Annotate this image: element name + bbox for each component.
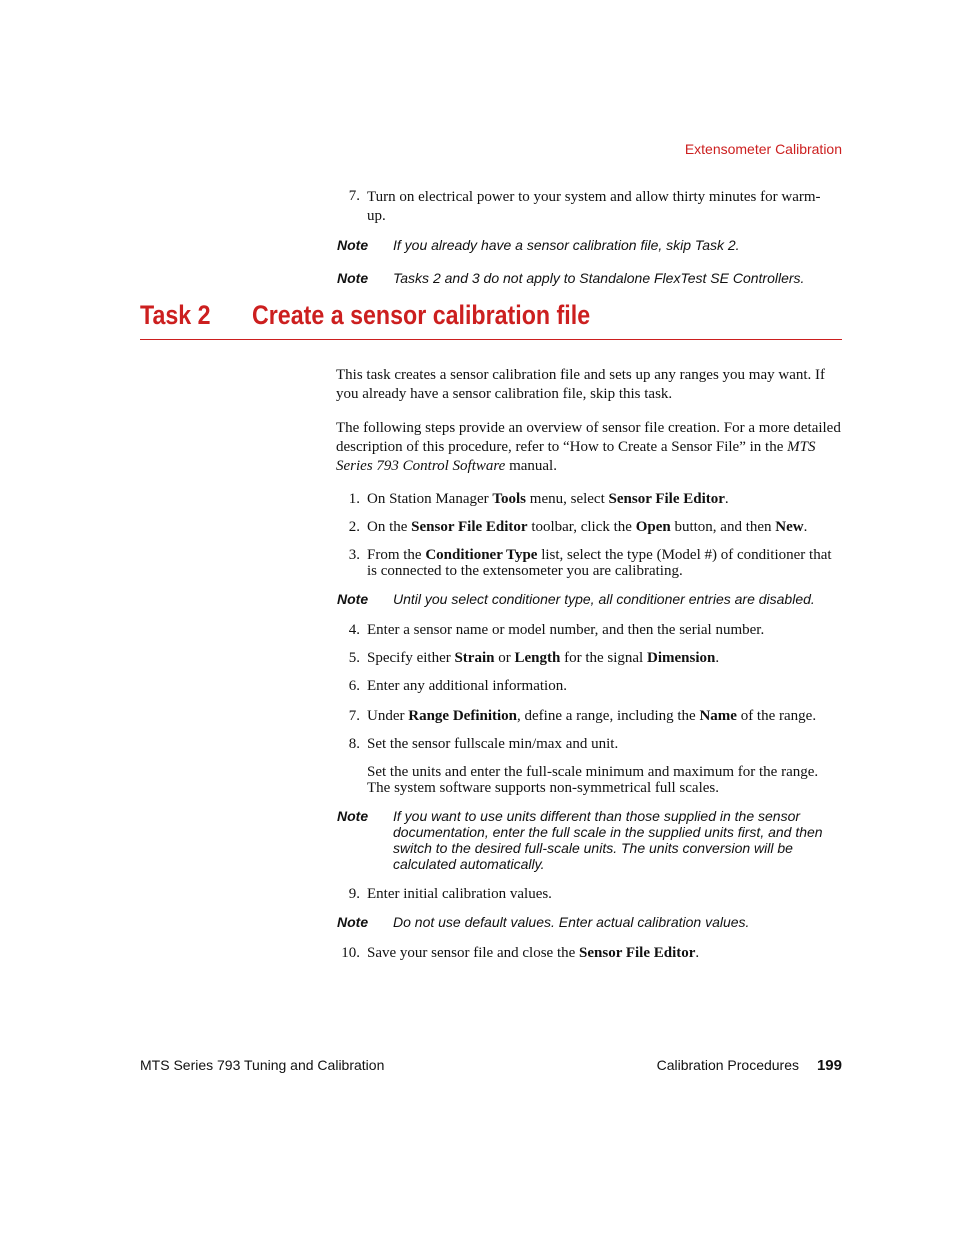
footer-manual-title: MTS Series 793 Tuning and Calibration [140,1057,385,1073]
step-number: 5. [348,650,360,666]
step-number: 4. [348,622,360,638]
running-header: Extensometer Calibration [684,141,842,157]
step-number: 7. [348,708,360,724]
step-text: Specify either Strain or Length for the signal Dimension. [367,650,720,666]
note-text: Tasks 2 and 3 do not apply to Standalone FlexTest SE Controllers. [393,270,805,286]
step-text: Save your sensor file and close the Sensor File Editor. [367,945,700,961]
step-text: Under Range Definition, define a range, including the Name of the range. [367,708,817,724]
note-label: Note [337,591,369,607]
note-label: Note [337,237,369,253]
step-number: 3. [348,547,360,563]
step-text: On the Sensor File Editor toolbar, click the Open button, and then New. [367,519,808,535]
step-number: 9. [348,886,360,902]
note-label: Note [337,270,369,286]
note-text: Until you select conditioner type, all conditioner entries are disabled. [393,591,815,607]
page-number: 199 [816,1057,842,1074]
step-number: 8. [348,736,360,752]
step-number: 1. [348,491,360,507]
note-text: If you want to use units different than those supplied in the sensor documentation, enter the full scale in the supplied units first, and then switch to the desired full-scale units. The units conversion will be calculated automatically. [393,808,823,872]
step-text: Set the sensor fullscale min/max and unit. [367,736,619,752]
intro-paragraph: This task creates a sensor calibration file and sets up any ranges you may want. If you already have a sensor calibration file, skip this task. [336,367,826,402]
step-text: From the Conditioner Type list, select the type (Model #) of conditioner that is connected to the extensometer you are calibrating. [367,547,832,579]
step-text: Enter initial calibration values. [367,886,552,902]
step-number: 7. [348,188,360,204]
task-label: Task 2 [140,300,211,330]
step-number: 10. [341,945,360,961]
heading-rule [140,339,842,340]
task-title: Create a sensor calibration file [252,300,591,330]
note-text: Do not use default values. Enter actual calibration values. [393,914,750,930]
step-number: 6. [348,678,360,694]
step-text: Enter a sensor name or model number, and then the serial number. [367,622,765,638]
step-text: Turn on electrical power to your system and allow thirty minutes for warm-up. [367,189,821,224]
intro-paragraph-2: The following steps provide an overview of sensor file creation. For a more detailed description of this procedure, refer to “How to Create a Sensor File” in the MTS Series 793 Control Software manual. [336,420,841,474]
note-text: If you already have a sensor calibration file, skip Task 2. [393,237,740,253]
note-label: Note [337,914,369,930]
step-text: On Station Manager Tools menu, select Sensor File Editor. [367,491,729,507]
step-text: Enter any additional information. [367,678,567,694]
step-subtext: Set the units and enter the full-scale minimum and maximum for the range. The system software supports non-symmetrical full scales. [367,764,819,796]
footer-section: Calibration Procedures [656,1057,799,1073]
step-number: 2. [348,519,360,535]
note-label: Note [337,808,369,824]
